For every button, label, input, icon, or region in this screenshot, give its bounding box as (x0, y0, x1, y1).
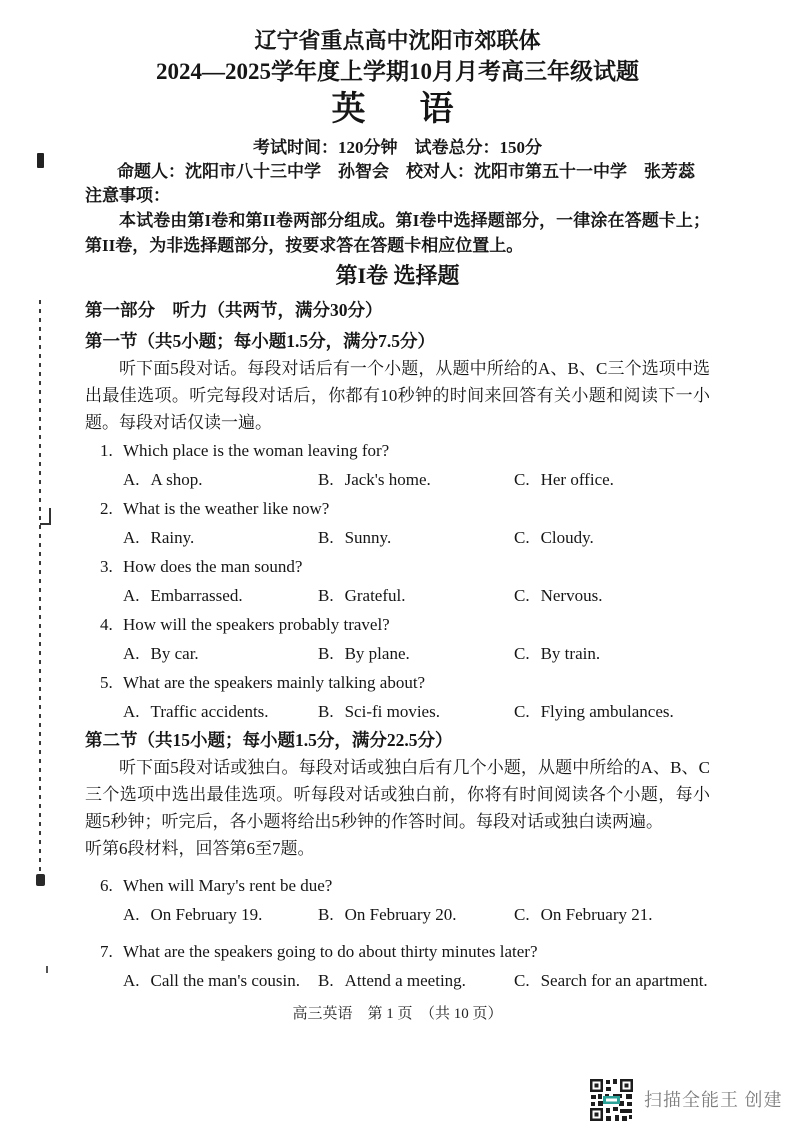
school-title: 辽宁省重点高中沈阳市郊联体 (254, 28, 541, 53)
question-number: 2. (100, 499, 113, 518)
option-c: C. On February 21. (514, 905, 653, 924)
option-a: A. Embarrassed. (123, 586, 243, 605)
subject-title: 英 语 (331, 91, 464, 128)
question-line (85, 668, 710, 697)
question-text: What is the weather like now? (123, 499, 330, 518)
exam-time-score-line: 考试时间：120分钟 试卷总分：150分 (253, 138, 542, 157)
options-row (85, 639, 710, 668)
exam-staff-line: 命题人：沈阳市八十三中学 孙智会 校对人：沈阳市第五十一中学 张芳蕊 (117, 162, 695, 181)
option-b: B. Sci-fi movies. (318, 702, 440, 721)
part1-heading: 第一部分 听力（共两节，满分30分） (85, 300, 383, 320)
section2-instructions: 听下面5段对话或独白。每段对话或独白后有几个小题，从题中所给的A、B、C 三个选项中选出最佳选项。听每段对话或独白前，你将有时间阅读各个小题，每小题5秒钟；听完后，各小题将给出5秒钟的作答时间。每段对话或独白读两遍。 (85, 758, 711, 831)
camscanner-watermark-text: 扫描全能王 创建 (644, 1090, 783, 1110)
options-row (85, 900, 710, 929)
scan-artifact-ink-blob-bottom (36, 874, 45, 886)
scan-artifact-bracket-mark (40, 508, 51, 525)
question-text: How does the man sound? (123, 557, 303, 576)
option-c: C. Cloudy. (514, 528, 594, 547)
question-7 (85, 937, 710, 995)
question-line (85, 610, 710, 639)
section1-instructions: 听下面5段对话。每段对话后有一个小题，从题中所给的A、B、C三个选项中选出最佳选项。听完每段对话后，你都有10秒钟的时间来回答有关小题和阅读下一小题。每段对话仅读一遍。 (85, 359, 710, 432)
question-3 (85, 552, 710, 610)
option-c: C. Flying ambulances. (514, 702, 674, 721)
question-number: 7. (100, 942, 113, 961)
option-a: A. A shop. (123, 470, 203, 489)
question-text: How will the speakers probably travel? (123, 615, 390, 634)
question-line (85, 937, 710, 966)
term-title: 2024—2025学年度上学期10月月考高三年级试题 (156, 59, 639, 84)
question-6 (85, 871, 710, 929)
options-row (85, 697, 710, 726)
question-number: 3. (100, 557, 113, 576)
question-text: When will Mary's rent be due? (123, 876, 333, 895)
section1-heading: 第一节（共5小题；每小题1.5分，满分7.5分） (85, 331, 435, 351)
notice-body: 本试卷由第I卷和第II卷两部分组成。第I卷中选择题部分，一律涂在答题卡上；第II卷，为非选择题部分，按要求答在答题卡相应位置上。 (85, 211, 710, 255)
question-2 (85, 494, 710, 552)
option-c: C. Her office. (514, 470, 614, 489)
option-c: C. Nervous. (514, 586, 603, 605)
question-number: 6. (100, 876, 113, 895)
option-b: B. Sunny. (318, 528, 392, 547)
question-number: 1. (100, 441, 113, 460)
option-a: A. On February 19. (123, 905, 263, 924)
option-a: A. By car. (123, 644, 199, 663)
question-number: 5. (100, 673, 113, 692)
scan-artifact-ink-blob-top (37, 153, 44, 168)
section2-heading: 第二节（共15小题；每小题1.5分，满分22.5分） (85, 730, 453, 750)
material-6-line: 听第6段材料，回答第6至7题。 (85, 839, 315, 858)
option-a: A. Traffic accidents. (123, 702, 269, 721)
option-b: B. On February 20. (318, 905, 457, 924)
option-b: B. Jack's home. (318, 470, 431, 489)
question-4 (85, 610, 710, 668)
option-b: B. By plane. (318, 644, 410, 663)
options-row (85, 966, 710, 995)
scan-artifact-binding-dash-line (39, 300, 41, 872)
option-b: B. Attend a meeting. (318, 971, 466, 990)
camscanner-watermark (589, 1078, 783, 1122)
option-c: C. Search for an apartment. (514, 971, 708, 990)
question-5 (85, 668, 710, 726)
notice-label: 注意事项： (85, 186, 170, 205)
question-line (85, 494, 710, 523)
option-a: A. Rainy. (123, 528, 195, 547)
volume-title: 第I卷 选择题 (335, 263, 460, 288)
question-text: What are the speakers mainly talking about? (123, 673, 426, 692)
options-row (85, 523, 710, 552)
question-line (85, 436, 710, 465)
question-line (85, 871, 710, 900)
page-footer: 高三英语 第 1 页 （共 10 页） (292, 1006, 503, 1022)
question-text: What are the speakers going to do about thirty minutes later? (123, 942, 538, 961)
options-row (85, 581, 710, 610)
option-c: C. By train. (514, 644, 601, 663)
question-number: 4. (100, 615, 113, 634)
option-a: A. Call the man's cousin. (123, 971, 300, 990)
options-row (85, 465, 710, 494)
qr-code-icon (589, 1078, 634, 1122)
question-text: Which place is the woman leaving for? (123, 441, 390, 460)
question-1 (85, 436, 710, 494)
question-line (85, 552, 710, 581)
scan-artifact-speck (46, 966, 48, 973)
option-b: B. Grateful. (318, 586, 406, 605)
